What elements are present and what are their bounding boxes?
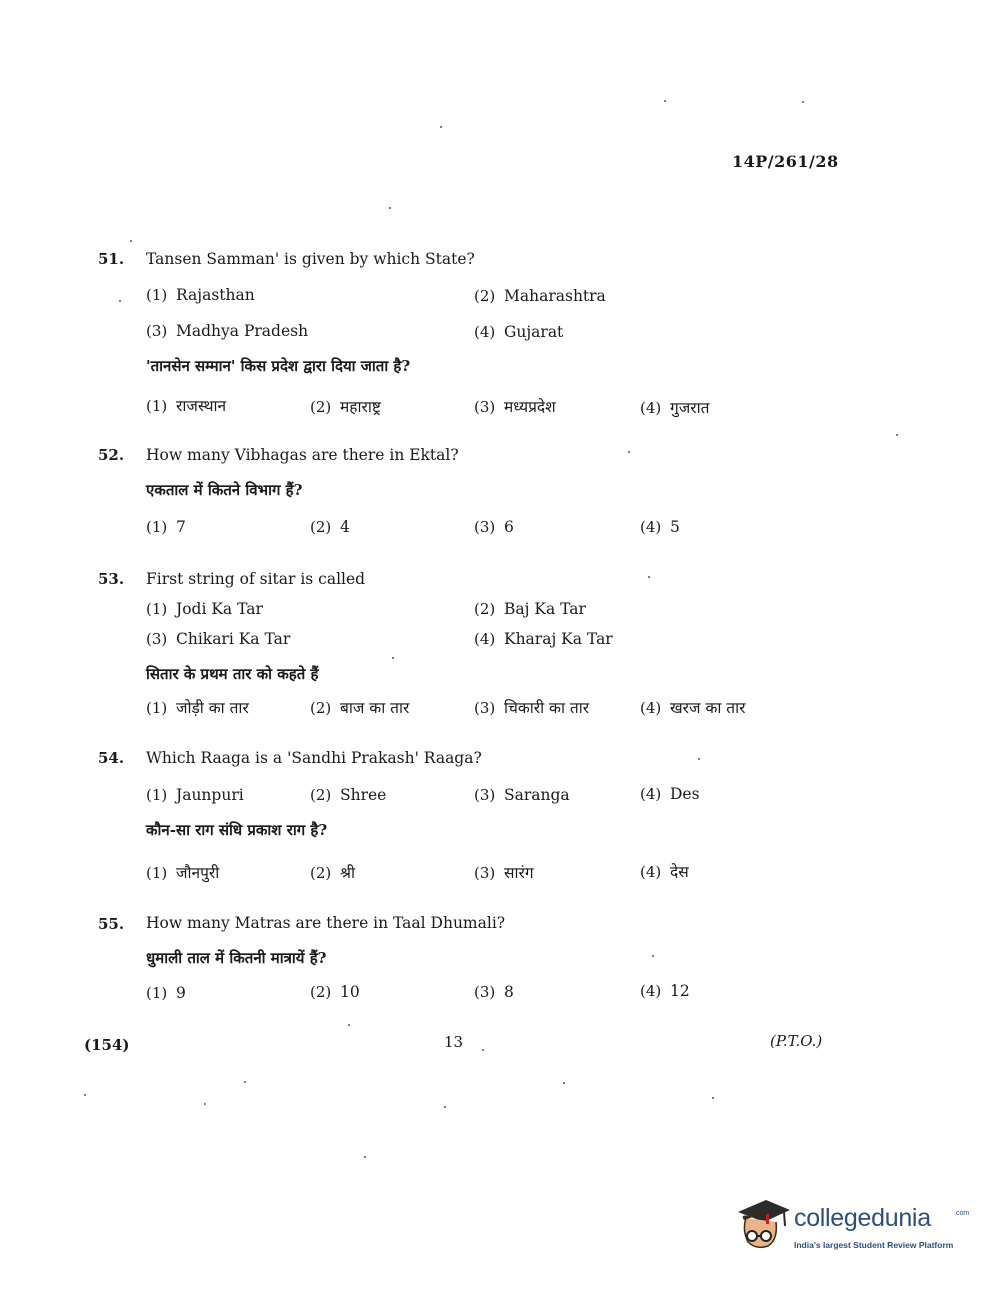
- q55-option-4: (4) 12: [640, 982, 690, 1000]
- q55-option-3: (3) 8: [474, 983, 514, 1001]
- q53-hindi-option-3: (3) चिकारी का तार: [474, 699, 590, 717]
- q51-hindi-option-3: (3) मध्यप्रदेश: [474, 398, 556, 416]
- q51-option-1: (1) Rajasthan: [146, 286, 255, 304]
- q51-option-4: (4) Gujarat: [474, 323, 564, 341]
- mascot-graduation-cap-icon: [736, 1196, 792, 1256]
- q54-hindi-option-1: (1) जौनपुरी: [146, 864, 220, 882]
- q51-hindi-option-2: (2) महाराष्ट्र: [310, 398, 381, 416]
- footer-code: (154): [84, 1036, 130, 1054]
- logo-suffix: .com: [954, 1210, 970, 1217]
- question-text-53: First string of sitar is called: [146, 570, 366, 588]
- question-text-53-hindi: सितार के प्रथम तार को कहते हैं: [146, 665, 319, 683]
- q54-hindi-option-3: (3) सारंग: [474, 864, 534, 882]
- question-number-52: 52.: [98, 446, 125, 464]
- question-text-54: Which Raaga is a 'Sandhi Prakash' Raaga?: [146, 749, 482, 767]
- page-number: 13: [444, 1033, 464, 1051]
- q53-option-4: (4) Kharaj Ka Tar: [474, 630, 613, 648]
- q53-option-1: (1) Jodi Ka Tar: [146, 600, 263, 618]
- question-text-55-hindi: धुमाली ताल में कितनी मात्रायें हैं?: [146, 949, 327, 967]
- question-text-52: How many Vibhagas are there in Ektal?: [146, 446, 459, 464]
- logo-tagline: India's largest Student Review Platform: [794, 1240, 954, 1250]
- q53-hindi-option-4: (4) खरज का तार: [640, 699, 746, 717]
- q53-hindi-option-1: (1) जोड़ी का तार: [146, 699, 249, 717]
- question-text-54-hindi: कौन-सा राग संधि प्रकाश राग है?: [146, 821, 328, 839]
- question-text-55: How many Matras are there in Taal Dhumali?: [146, 914, 506, 932]
- logo-wordmark: collegedunia: [794, 1204, 931, 1232]
- q54-hindi-option-2: (2) श्री: [310, 864, 355, 882]
- question-text-51-hindi: 'तानसेन सम्मान' किस प्रदेश द्वारा दिया जाता है?: [146, 357, 411, 375]
- q52-option-4: (4) 5: [640, 518, 680, 536]
- q51-hindi-option-1: (1) राजस्थान: [146, 397, 227, 415]
- q51-option-3: (3) Madhya Pradesh: [146, 322, 309, 340]
- question-number-55: 55.: [98, 915, 125, 933]
- q51-option-2: (2) Maharashtra: [474, 287, 606, 305]
- q55-option-2: (2) 10: [310, 983, 360, 1001]
- q54-hindi-option-4: (4) देस: [640, 863, 689, 881]
- q52-option-2: (2) 4: [310, 518, 350, 536]
- question-text-51: Tansen Samman' is given by which State?: [146, 250, 475, 268]
- q52-option-3: (3) 6: [474, 518, 514, 536]
- question-number-54: 54.: [98, 749, 125, 767]
- q53-option-3: (3) Chikari Ka Tar: [146, 630, 291, 648]
- q53-option-2: (2) Baj Ka Tar: [474, 600, 586, 618]
- paper-code: 14P/261/28: [732, 152, 839, 171]
- q54-option-2: (2) Shree: [310, 786, 387, 804]
- question-number-53: 53.: [98, 570, 125, 588]
- q54-option-4: (4) Des: [640, 785, 700, 803]
- q52-option-1: (1) 7: [146, 518, 186, 536]
- collegedunia-logo: [736, 1196, 970, 1262]
- question-text-52-hindi: एकताल में कितने विभाग हैं?: [146, 481, 303, 499]
- pto-marker: (P.T.O.): [770, 1032, 823, 1050]
- q54-option-1: (1) Jaunpuri: [146, 786, 244, 804]
- q53-hindi-option-2: (2) बाज का तार: [310, 699, 410, 717]
- q54-option-3: (3) Saranga: [474, 786, 570, 804]
- question-number-51: 51.: [98, 250, 125, 268]
- q55-option-1: (1) 9: [146, 984, 186, 1002]
- q51-hindi-option-4: (4) गुजरात: [640, 399, 710, 417]
